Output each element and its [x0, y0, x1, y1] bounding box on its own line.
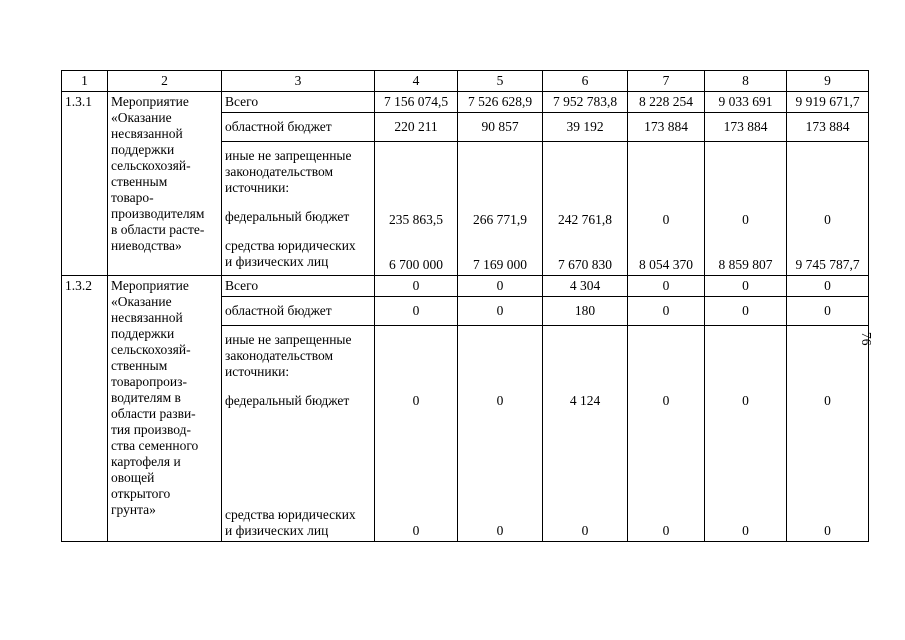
- source-total-label: Всего: [222, 276, 375, 297]
- other-sources-line: источники:: [225, 180, 290, 195]
- regional-value: 173 884: [787, 113, 869, 142]
- total-value: 0: [458, 276, 543, 297]
- measure-name-line: несвязанной: [111, 310, 183, 325]
- measure-name-line: ниеводства»: [111, 238, 182, 253]
- legal-sources-line: средства юридических: [225, 238, 356, 253]
- total-value: 0: [375, 276, 458, 297]
- header-cell: 9: [787, 71, 869, 92]
- other-sources-line: иные не запрещенные: [225, 148, 352, 163]
- measure-name-line: ственным: [111, 358, 168, 373]
- value-stack: [787, 142, 869, 276]
- total-value: 7 952 783,8: [543, 92, 628, 113]
- value-stack: [458, 326, 543, 542]
- federal-value: 0: [412, 393, 420, 408]
- budget-table: [61, 70, 869, 542]
- federal-value: 235 863,5: [389, 212, 443, 227]
- header-cell: 6: [543, 71, 628, 92]
- value-stack: [543, 326, 628, 542]
- source-total-label: Всего: [222, 92, 375, 113]
- value-stack: [458, 142, 543, 276]
- value-stack: [543, 142, 628, 276]
- measure-name-line: грунта»: [111, 502, 156, 517]
- regional-value: 0: [705, 297, 787, 326]
- total-value: 9 919 671,7: [787, 92, 869, 113]
- measure-name-line: производителям: [111, 206, 205, 221]
- federal-value: 0: [662, 393, 670, 408]
- measure-name-line: сельскохозяй-: [111, 342, 191, 357]
- regional-value: 0: [375, 297, 458, 326]
- total-value: 0: [705, 276, 787, 297]
- measure-name-line: товаропроиз-: [111, 374, 187, 389]
- legal-value: 7 670 830: [558, 257, 612, 272]
- federal-label: федеральный бюджет: [225, 209, 350, 224]
- legal-value: 8 054 370: [639, 257, 693, 272]
- measure-name-line: открытого: [111, 486, 171, 501]
- regional-value: 39 192: [543, 113, 628, 142]
- other-sources-line: законодательством: [225, 164, 334, 179]
- legal-value: 8 859 807: [718, 257, 773, 272]
- regional-value: 90 857: [458, 113, 543, 142]
- other-sources-line: источники:: [225, 364, 290, 379]
- measure-name-line: Мероприятие: [111, 94, 189, 109]
- measure-name-line: ственным: [111, 174, 168, 189]
- regional-value: 0: [628, 297, 705, 326]
- federal-label: федеральный бюджет: [225, 393, 350, 408]
- total-value: 8 228 254: [628, 92, 705, 113]
- federal-value: 0: [662, 212, 670, 227]
- measure-name-line: несвязанной: [111, 126, 183, 141]
- header-cell: 3: [222, 71, 375, 92]
- measure-name-line: поддержки: [111, 326, 175, 341]
- regional-value: 0: [458, 297, 543, 326]
- header-cell: 7: [628, 71, 705, 92]
- source-other-block: [222, 142, 375, 276]
- federal-value: 0: [742, 393, 749, 408]
- source-regional-label: областной бюджет: [222, 113, 375, 142]
- value-stack: [705, 142, 787, 276]
- total-value: 4 304: [543, 276, 628, 297]
- total-value: 0: [787, 276, 869, 297]
- regional-value: 0: [787, 297, 869, 326]
- measure-name-line: «Оказание: [111, 294, 172, 309]
- row-number: 1.3.2: [62, 276, 108, 542]
- measure-name-line: Мероприятие: [111, 278, 189, 293]
- legal-value: 0: [412, 523, 420, 538]
- federal-value: 0: [496, 393, 504, 408]
- total-value: 7 156 074,5: [375, 92, 458, 113]
- other-sources-line: законодательством: [225, 348, 334, 363]
- total-value: 0: [628, 276, 705, 297]
- federal-value: 0: [742, 212, 749, 227]
- regional-value: 220 211: [375, 113, 458, 142]
- page-number: 76: [859, 332, 874, 346]
- row-number: 1.3.1: [62, 92, 108, 276]
- measure-name-line: в области расте-: [111, 222, 205, 237]
- legal-sources-line: и физических лиц: [225, 523, 329, 538]
- value-stack: [787, 326, 869, 542]
- legal-value: 0: [496, 523, 504, 538]
- legal-value: 0: [581, 523, 589, 538]
- value-stack: [628, 142, 705, 276]
- measure-name-line: области разви-: [111, 406, 196, 421]
- legal-sources-line: и физических лиц: [225, 254, 329, 269]
- value-stack: [375, 326, 458, 542]
- header-cell: 2: [108, 71, 222, 92]
- federal-value: 266 771,9: [473, 212, 527, 227]
- regional-value: 180: [543, 297, 628, 326]
- measure-name: [108, 276, 222, 542]
- measure-name-line: картофеля и: [111, 454, 181, 469]
- legal-value: 0: [742, 523, 749, 538]
- legal-value: 7 169 000: [473, 257, 527, 272]
- federal-value: 4 124: [569, 393, 601, 408]
- federal-value: 242 761,8: [558, 212, 612, 227]
- source-regional-label: областной бюджет: [222, 297, 375, 326]
- header-cell: 8: [705, 71, 787, 92]
- federal-value: 0: [824, 212, 831, 227]
- header-cell: 4: [375, 71, 458, 92]
- measure-name-line: ства семенного: [111, 438, 199, 453]
- legal-sources-line: средства юридических: [225, 507, 356, 522]
- value-stack: [705, 326, 787, 542]
- total-value: 7 526 628,9: [458, 92, 543, 113]
- measure-name-line: поддержки: [111, 142, 175, 157]
- federal-value: 0: [824, 393, 831, 408]
- source-other-block: [222, 326, 375, 542]
- legal-value: 0: [662, 523, 670, 538]
- measure-name-line: тия производ-: [111, 422, 191, 437]
- measure-name-line: водителям в: [111, 390, 181, 405]
- measure-name-line: товаро-: [111, 190, 154, 205]
- legal-value: 9 745 787,7: [795, 257, 860, 272]
- table-row: [62, 276, 869, 297]
- measure-name-line: «Оказание: [111, 110, 172, 125]
- header-cell: 1: [62, 71, 108, 92]
- measure-name: [108, 92, 222, 276]
- legal-value: 6 700 000: [389, 257, 443, 272]
- measure-name-line: сельскохозяй-: [111, 158, 191, 173]
- regional-value: 173 884: [705, 113, 787, 142]
- value-stack: [628, 326, 705, 542]
- legal-value: 0: [824, 523, 831, 538]
- table-row: [62, 92, 869, 113]
- header-cell: 5: [458, 71, 543, 92]
- total-value: 9 033 691: [705, 92, 787, 113]
- value-stack: [375, 142, 458, 276]
- measure-name-line: овощей: [111, 470, 155, 485]
- regional-value: 173 884: [628, 113, 705, 142]
- header-row: [62, 71, 869, 92]
- other-sources-line: иные не запрещенные: [225, 332, 352, 347]
